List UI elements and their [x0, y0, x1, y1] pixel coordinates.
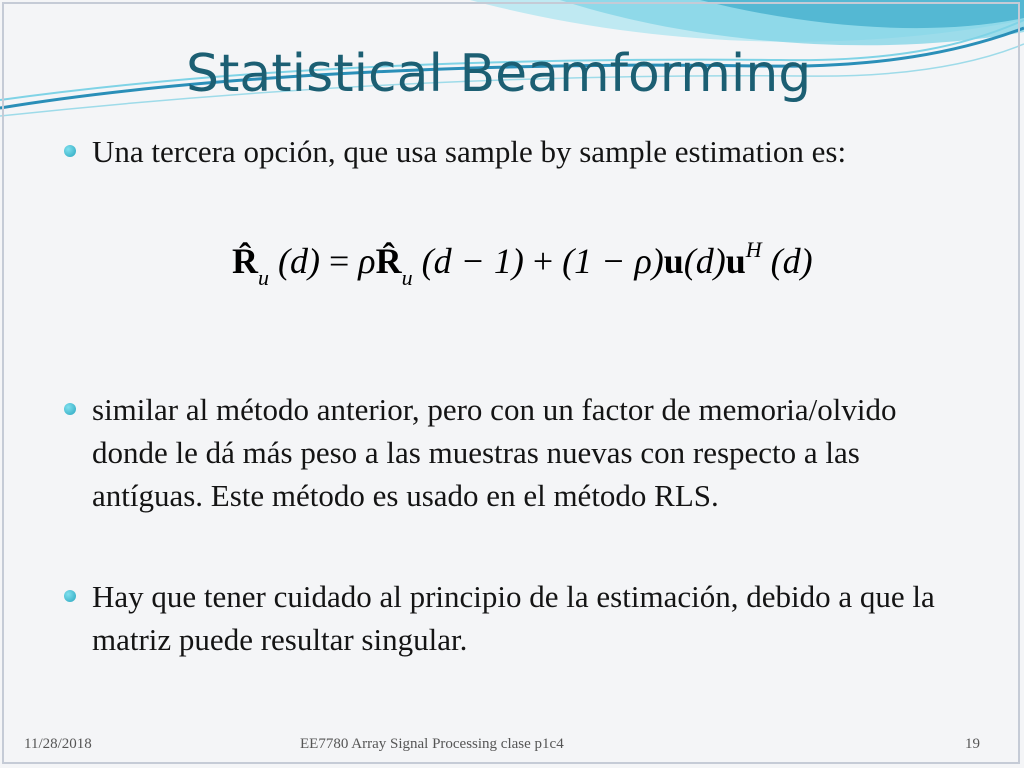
equation	[232, 237, 813, 290]
eq-lhs-sub: u	[258, 265, 269, 290]
bullet-item	[62, 130, 952, 173]
slide-title: Statistical Beamforming	[186, 44, 812, 104]
eq-uh-symbol: u	[725, 241, 746, 281]
bullet-text: Hay que tener cuidado al principio de la estimación, debido a que la matriz puede resultar singular.	[92, 579, 935, 657]
bullet-dot-icon	[64, 145, 76, 157]
eq-rhs1-symbol: R̂	[375, 241, 402, 281]
eq-plus: +	[532, 241, 554, 281]
bullet-dot-icon	[64, 403, 76, 415]
footer-date: 11/28/2018	[24, 736, 92, 752]
bullet-text: Una tercera opción, que usa sample by sample estimation es:	[92, 134, 847, 169]
eq-lhs-arg: (d)	[278, 241, 320, 281]
eq-equals: =	[328, 241, 350, 281]
bullet-text: similar al método anterior, pero con un factor de memoria/olvido donde le dá más peso a las muestras nuevas con respecto a las antíguas. Este método es usado en el método RLS.	[92, 392, 897, 513]
eq-factor: (1 − ρ)	[562, 241, 664, 281]
bullet-dot-icon	[64, 590, 76, 602]
footer-page-number: 19	[965, 736, 980, 752]
eq-uh-sup: H	[745, 237, 762, 262]
bullet-item	[62, 388, 952, 517]
eq-u-arg: (d)	[683, 241, 726, 281]
eq-lhs-symbol: R̂	[232, 241, 258, 281]
eq-u-symbol: u	[663, 241, 684, 281]
eq-rhs1-arg: (d − 1)	[421, 241, 524, 281]
footer-course-title: EE7780 Array Signal Processing clase p1c4	[300, 736, 564, 752]
eq-uh-arg: (d)	[770, 241, 813, 281]
eq-rhs1-sub: u	[401, 265, 413, 290]
eq-rho: ρ	[358, 241, 376, 281]
bullet-item	[62, 575, 952, 661]
